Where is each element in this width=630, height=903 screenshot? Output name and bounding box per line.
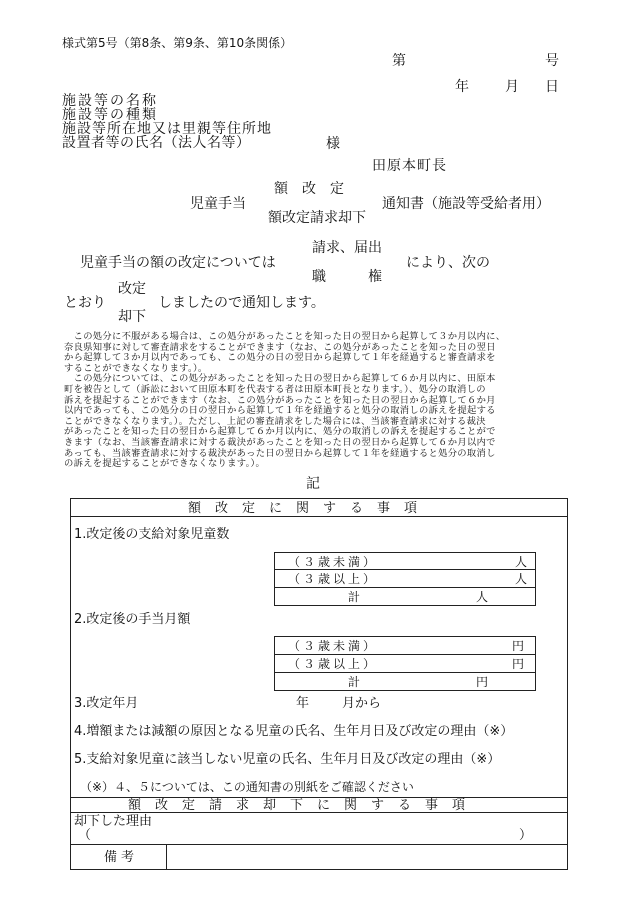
- rejection-reason-open-paren: （: [78, 828, 92, 843]
- note-line: この処分に不服がある場合は、この処分があったことを知った日の翌日から起算して３か月以内に、: [64, 331, 506, 342]
- note-line: 以内であっても、この処分の日の翌日から起算して１年を経過すると処分の取消しの訴えを提起する: [64, 405, 496, 417]
- ki-mark: 記: [306, 476, 320, 492]
- body-conclusion: しましたので通知します。: [158, 295, 325, 311]
- body-cause: により、次の: [406, 255, 490, 271]
- rejection-reason-close-paren: ）: [519, 828, 533, 843]
- note-line: することができなくなります。）。: [64, 362, 208, 374]
- amount-row-over3-unit: 円: [512, 657, 525, 671]
- body-rejection: 却下: [118, 309, 146, 325]
- facility-type-label: 施設等の種類: [62, 107, 158, 123]
- note-line: 奈良県知事に対して審査請求をすることができます（なお、この処分があったことを知った日の翌日: [64, 341, 496, 353]
- amount-row-over3-label: （３歳以上）: [288, 657, 379, 671]
- title-amount-revision: 額 改 定: [274, 181, 344, 197]
- amount-row-under3-unit: 円: [512, 639, 525, 653]
- body-ex-officio: 職 権: [312, 269, 382, 285]
- body-as: とおり: [64, 295, 106, 311]
- issuer-name: 田原本町長: [372, 158, 447, 174]
- facility-name-label: 施設等の名称: [62, 93, 158, 109]
- amount-row-under3-label: （３歳未満）: [288, 639, 379, 653]
- honorific: 様: [326, 136, 340, 152]
- item5-label: 5.支給対象児童に該当しない児童の氏名、生年月日及び改定の理由（※）: [74, 752, 501, 767]
- document-number-prefix: 第: [392, 53, 406, 69]
- note-line: があったことを知った日の翌日から起算して６か月以内に、処分の取消しの訴えを提起することがで: [64, 426, 496, 438]
- revision-date-year: 年: [296, 696, 310, 711]
- children-row-total-unit: 人: [476, 590, 489, 604]
- children-count-label: 1.改定後の支給対象児童数: [74, 527, 230, 542]
- revision-section-header: 額改定に関する事項: [188, 501, 432, 516]
- note-line: この処分については、この処分があったことを知った日の翌日から起算して６か月以内に、田原本: [64, 373, 496, 385]
- body-lead: 児童手当の額の改定については: [80, 255, 276, 271]
- revision-date-from: 月から: [342, 696, 382, 711]
- amount-row-total-unit: 円: [476, 675, 489, 689]
- facility-address-label: 施設等所在地又は里親等住所地: [62, 121, 272, 137]
- rejection-reason-label: 却下した理由: [74, 814, 153, 829]
- remarks-label: 備考: [104, 850, 139, 865]
- title-allowance: 児童手当: [190, 196, 246, 212]
- note-line: ことができなくなります。）。ただし、上記の審査請求をした場合には、当該審査請求に対する裁決: [64, 415, 486, 427]
- children-row-over3-label: （３歳以上）: [288, 572, 379, 586]
- note-line: 訴えを提起することができます（なお、この処分があったことを知った日の翌日から起算して６か月: [64, 394, 496, 406]
- children-row-under3-unit: 人: [515, 555, 528, 569]
- item4-label: 4.増額または減額の原因となる児童の氏名、生年月日及び改定の理由（※）: [74, 724, 514, 739]
- form-id: 様式第5号（第8条、第9条、第10条関係）: [62, 36, 293, 50]
- children-row-over3-unit: 人: [515, 572, 528, 586]
- note-line: あっても、当該審査請求に対する裁決があった日の翌日から起算して１年を経過すると処分の取消し: [64, 447, 496, 459]
- note-line: きます（なお、当該審査請求に対する裁決があったことを知った日の翌日から起算して６か月以内で: [64, 436, 496, 448]
- amount-row-total-label: 計: [348, 675, 361, 689]
- note-line: 町を被告として（訴訟において田原本町を代表する者は田原本町長となります。）、処分の取消しの: [64, 383, 486, 395]
- body-revision: 改定: [118, 281, 146, 297]
- founder-name-label: 設置者等の氏名（法人名等）: [62, 135, 251, 151]
- date-year: 年: [455, 79, 469, 95]
- note-line: から起算して３か月以内であっても、この処分の日の翌日から起算して１年を経過すると審査請求を: [64, 352, 496, 364]
- monthly-amount-label: 2.改定後の手当月額: [74, 612, 191, 627]
- document-number-suffix: 号: [545, 53, 559, 69]
- date-month: 月: [505, 79, 519, 95]
- note-line: の訴えを提起することができなくなります。）。: [64, 458, 266, 470]
- children-row-total-label: 計: [348, 590, 361, 604]
- title-notice: 通知書（施設等受給者用）: [382, 196, 550, 212]
- item-footnote: （※）４、５については、この通知書の別紙をご確認ください: [80, 780, 414, 794]
- revision-date-label: 3.改定年月: [74, 696, 139, 711]
- notes-block: [64, 332, 505, 470]
- children-row-under3-label: （３歳未満）: [288, 555, 379, 569]
- body-request-notice: 請求、届出: [312, 240, 382, 256]
- title-rejection: 額改定請求却下: [268, 210, 366, 226]
- date-day: 日: [545, 79, 559, 95]
- rejection-section-header: 額改定請求却下に関する事項: [128, 798, 480, 813]
